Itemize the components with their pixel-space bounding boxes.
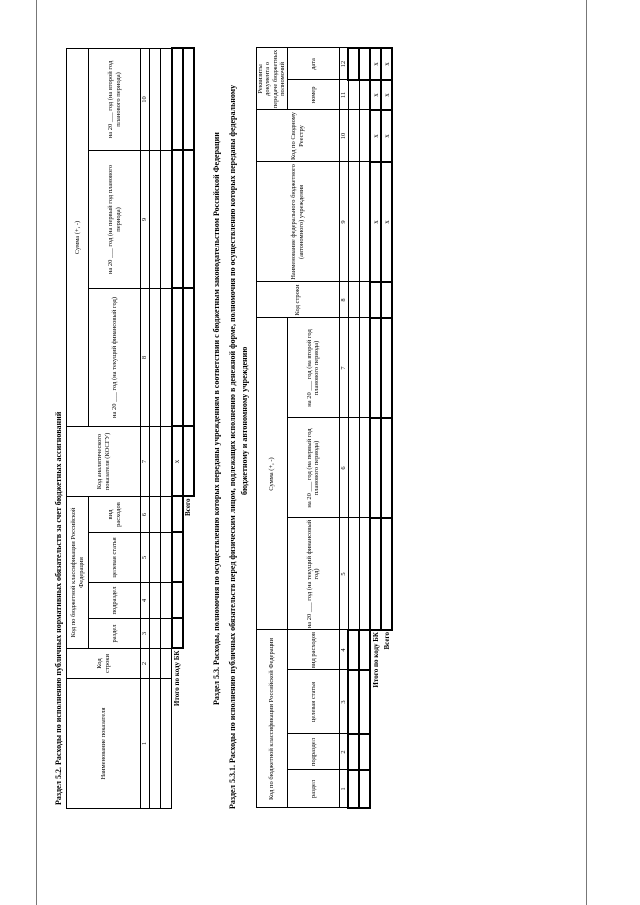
num-cell: 7 [339,318,348,418]
header-number: номер [287,80,339,110]
header-vid: вид расходов [89,497,141,533]
section-5-2-title: Раздел 5.2. Расходы по исполнению публичных нормативных обязательств за счет бюджетных ассигнований [54,411,63,805]
x-mark: х [381,48,392,80]
num-cell: 9 [339,162,348,282]
header-razdel: раздел [287,770,339,808]
section-5-3-1-title-line2: бюджетному и автономному учреждению [240,346,249,495]
header-vid: вид расходов [287,630,339,670]
num-cell: 10 [339,110,348,162]
section-5-3-title: Раздел 5.3. Расходы, полномочия по осуществлению которых переданы учреждениям в соответствии с бюджетным законодательством Российской Федерации [212,132,221,705]
header-podrazdel: подраздел [89,583,141,619]
num-cell: 6 [141,497,150,533]
scan-edge-line [586,0,587,905]
num-cell: 3 [141,619,150,649]
table-row [161,48,172,808]
header-sum-group: Сумма (+, -) [257,318,288,630]
num-cell: 6 [339,418,348,518]
x-mark: х [370,80,381,110]
num-cell: 5 [141,533,150,583]
section-5-3-1-title-line1: Раздел 5.3.1. Расходы по исполнению публичных обязательств перед физическим лицом, подлежащих исполнению в денежной форме, полномочия по осуществлению которых переданы федеральному [228,84,237,809]
num-cell: 1 [141,679,150,809]
grand-total-label: Всего [382,632,391,650]
header-year-3: на 20 ___ год (на второй год планового периода) [89,48,141,150]
x-mark: х [381,80,392,110]
num-cell: 11 [339,80,348,110]
num-cell: 3 [339,670,348,734]
header-institution: Наименование федерального бюджетного (автономного) учреждения [257,162,340,282]
header-requisites: Реквизиты документа о передаче бюджетных полномочий [257,49,287,109]
header-year-1: на 20 ___ год (на текущий финансовый год) [287,518,339,630]
table-row [359,48,370,808]
header-target: целевая статья [287,670,339,734]
num-cell: 8 [339,282,348,318]
header-bk-group: Код по бюджетной классификации Российской Федерации [67,497,89,649]
x-mark: х [381,110,392,162]
header-razdel: раздел [89,619,141,649]
num-cell: 5 [339,518,348,630]
header-target: целевая статья [89,533,141,583]
table-row [348,48,359,808]
num-cell: 2 [339,734,348,770]
total-bk-row [172,48,183,808]
num-cell: 2 [141,649,150,679]
header-sum-group: Сумма (+, -) [67,48,89,426]
header-row-code: Код строки [257,282,340,318]
total-bk-label: Итого по коду БК [173,650,182,707]
table-row [150,48,161,808]
header-date: дата [287,48,339,80]
x-mark: х [370,48,381,80]
num-cell: 8 [141,289,150,427]
num-cell: 12 [339,48,348,80]
num-cell: 4 [339,630,348,670]
header-bk-group: Код по бюджетной классификации Российской Федерации [257,630,288,808]
number-row [339,48,348,808]
header-kosgu: Код аналитического показателя (КОСГУ) [67,427,141,497]
num-cell: 9 [141,151,150,289]
num-cell: 4 [141,583,150,619]
header-year-3: на 20 ___ год (на второй год планового периода) [287,318,339,418]
grand-total-row [183,48,194,808]
total-bk-row [370,48,381,808]
x-mark: х [381,162,392,282]
header-year-2: на 20 ___ год (на первый год планового периода) [89,151,141,289]
header-row-code: Код строки [67,649,141,679]
total-bk-label: Итого по коду БК [372,632,381,688]
num-cell: 10 [141,48,150,150]
header-podrazdel: подраздел [287,734,339,770]
section-5-3-1-table [256,47,393,809]
scan-edge-line [36,0,37,905]
num-cell: 7 [141,427,150,497]
header-year-2: на 20 ___ год (на первый год планового периода) [287,418,339,518]
x-mark: х [370,162,381,282]
grand-total-label: Всего [184,498,193,516]
header-reg-code: Код по Сводному Реестру [257,110,340,162]
section-5-2-table [66,47,195,809]
grand-total-row [381,48,392,808]
num-cell: 1 [339,770,348,808]
header-indicator: Наименование показателя [67,679,141,809]
x-mark: х [370,110,381,162]
x-mark: х [172,427,183,497]
header-year-1: на 20 ___ год (на текущий финансовый год) [89,289,141,427]
number-row [141,48,150,808]
